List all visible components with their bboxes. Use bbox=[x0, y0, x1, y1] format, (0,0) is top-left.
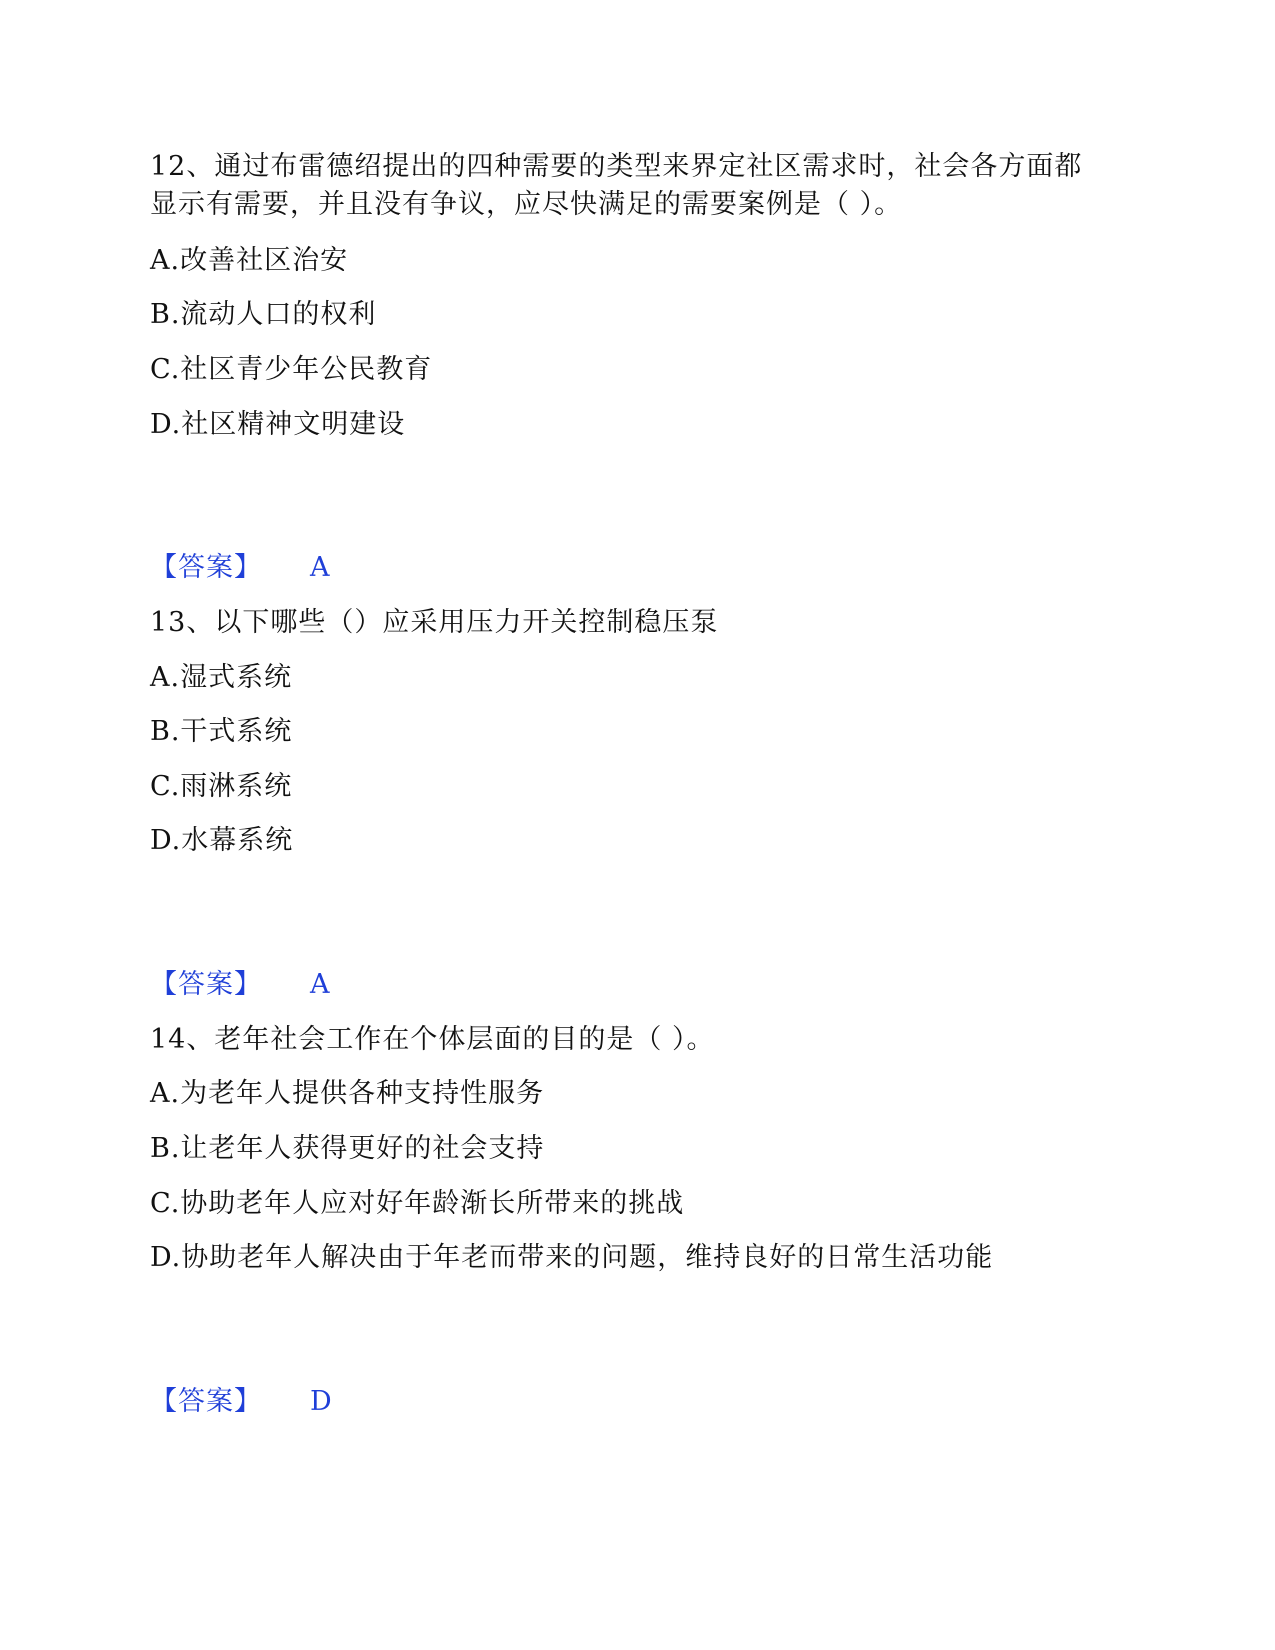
question-13-answer-label: 【答案】 bbox=[150, 969, 262, 1000]
question-14-answer-value: D bbox=[310, 1386, 332, 1417]
question-12-option-a: A.改善社区治安 bbox=[150, 245, 349, 276]
question-13-stem-line-1: 13、以下哪些（）应采用压力开关控制稳压泵 bbox=[150, 607, 719, 638]
question-12-option-c: C.社区青少年公民教育 bbox=[150, 354, 433, 385]
question-13-option-b: B.干式系统 bbox=[150, 716, 293, 747]
question-14-answer-label: 【答案】 bbox=[150, 1386, 262, 1417]
question-12-option-b: B.流动人口的权利 bbox=[150, 299, 377, 330]
question-14-option-c: C.协助老年人应对好年龄渐长所带来的挑战 bbox=[150, 1188, 685, 1219]
question-12-option-d: D.社区精神文明建设 bbox=[150, 409, 406, 440]
question-14-option-d: D.协助老年人解决由于年老而带来的问题，维持良好的日常生活功能 bbox=[150, 1242, 994, 1273]
question-14-stem-line-1: 14、老年社会工作在个体层面的目的是（ ）。 bbox=[150, 1024, 715, 1055]
question-14-option-b: B.让老年人获得更好的社会支持 bbox=[150, 1133, 545, 1164]
question-12-stem-line-2: 显示有需要，并且没有争议，应尽快满足的需要案例是（ ）。 bbox=[150, 189, 903, 220]
question-13-option-d: D.水幕系统 bbox=[150, 825, 294, 856]
question-12-stem-line-1: 12、通过布雷德绍提出的四种需要的类型来界定社区需求时，社会各方面都 bbox=[150, 151, 1083, 182]
question-14-option-a: A.为老年人提供各种支持性服务 bbox=[150, 1078, 545, 1109]
question-12-answer-value: A bbox=[310, 552, 330, 583]
question-13-option-c: C.雨淋系统 bbox=[150, 771, 293, 802]
question-13-option-a: A.湿式系统 bbox=[150, 662, 293, 693]
question-12-answer-label: 【答案】 bbox=[150, 552, 262, 583]
question-13-answer-value: A bbox=[310, 969, 330, 1000]
